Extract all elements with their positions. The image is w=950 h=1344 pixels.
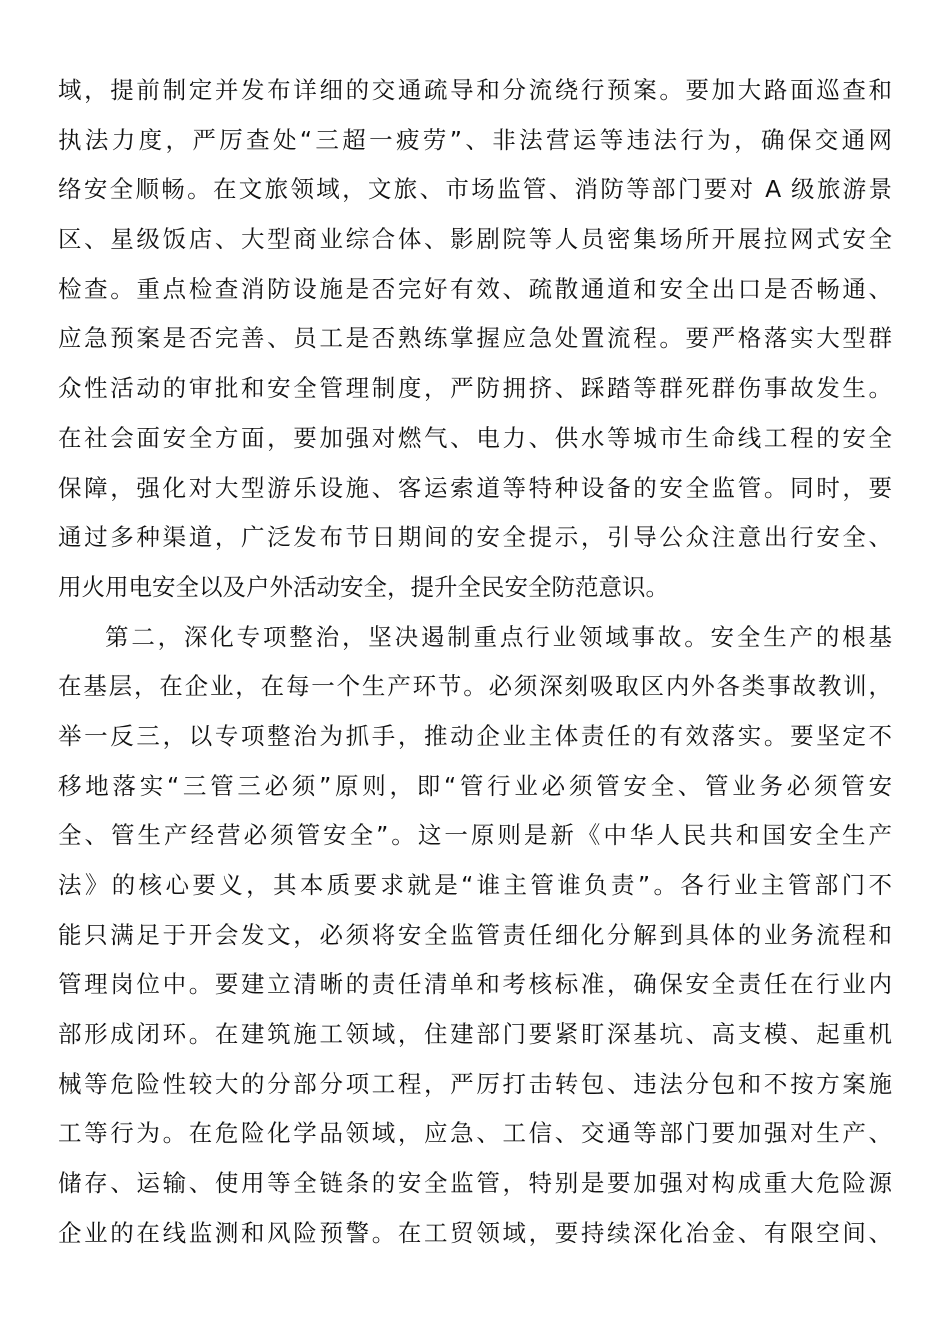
text-line: 移地落实“三管三必须”原则，即“管行业必须管安全、管业务必须管安 [58, 771, 892, 800]
text-line: 执法力度，严厉查处“三超一疲劳”、非法营运等违法行为，确保交通网 [58, 125, 892, 154]
text-line: 能只满足于开会发文，必须将安全监管责任细化分解到具体的业务流程和 [58, 920, 892, 949]
text-line: 保障，强化对大型游乐设施、客运索道等特种设备的安全监管。同时，要 [58, 473, 892, 502]
text-line: 络安全顺畅。在文旅领域，文旅、市场监管、消防等部门要对 A 级旅游景 [58, 175, 892, 204]
text-line: 域，提前制定并发布详细的交通疏导和分流绕行预案。要加大路面巡查和 [58, 76, 892, 104]
text-line: 检查。重点检查消防设施是否完好有效、疏散通道和安全出口是否畅通、 [58, 274, 892, 303]
text-line: 储存、运输、使用等全链条的安全监管，特别是要加强对构成重大危险源 [58, 1169, 892, 1198]
paragraph-start-line: 第二，深化专项整治，坚决遏制重点行业领域事故。安全生产的根基 [105, 622, 892, 651]
text-line: 众性活动的审批和安全管理制度，严防拥挤、踩踏等群死群伤事故发生。 [58, 374, 892, 403]
text-line: 企业的在线监测和风险预警。在工贸领域，要持续深化冶金、有限空间、 [58, 1218, 892, 1247]
text-line: 通过多种渠道，广泛发布节日期间的安全提示，引导公众注意出行安全、 [58, 523, 892, 552]
paragraph-end-line: 用火用电安全以及户外活动安全，提升全民安全防范意识。 [58, 572, 669, 601]
text-line: 部形成闭环。在建筑施工领域，住建部门要紧盯深基坑、高支模、起重机 [58, 1020, 892, 1049]
text-line: 在基层，在企业，在每一个生产环节。必须深刻吸取区内外各类事故教训， [58, 672, 892, 701]
text-line: 应急预案是否完善、员工是否熟练掌握应急处置流程。要严格落实大型群 [58, 324, 892, 353]
text-line: 法》的核心要义，其本质要求就是“谁主管谁负责”。各行业主管部门不 [58, 871, 892, 899]
text-line: 举一反三，以专项整治为抓手，推动企业主体责任的有效落实。要坚定不 [58, 721, 892, 750]
text-line: 管理岗位中。要建立清晰的责任清单和考核标准，确保安全责任在行业内 [58, 970, 892, 999]
text-line: 工等行为。在危险化学品领域，应急、工信、交通等部门要加强对生产、 [58, 1119, 892, 1148]
text-line: 全、管生产经营必须管安全”。这一原则是新《中华人民共和国安全生产 [58, 821, 892, 850]
text-line: 械等危险性较大的分部分项工程，严厉打击转包、违法分包和不按方案施 [58, 1069, 892, 1098]
body-text [58, 66, 892, 1259]
text-line: 区、星级饭店、大型商业综合体、影剧院等人员密集场所开展拉网式安全 [58, 225, 892, 254]
text-line: 在社会面安全方面，要加强对燃气、电力、供水等城市生命线工程的安全 [58, 423, 892, 452]
